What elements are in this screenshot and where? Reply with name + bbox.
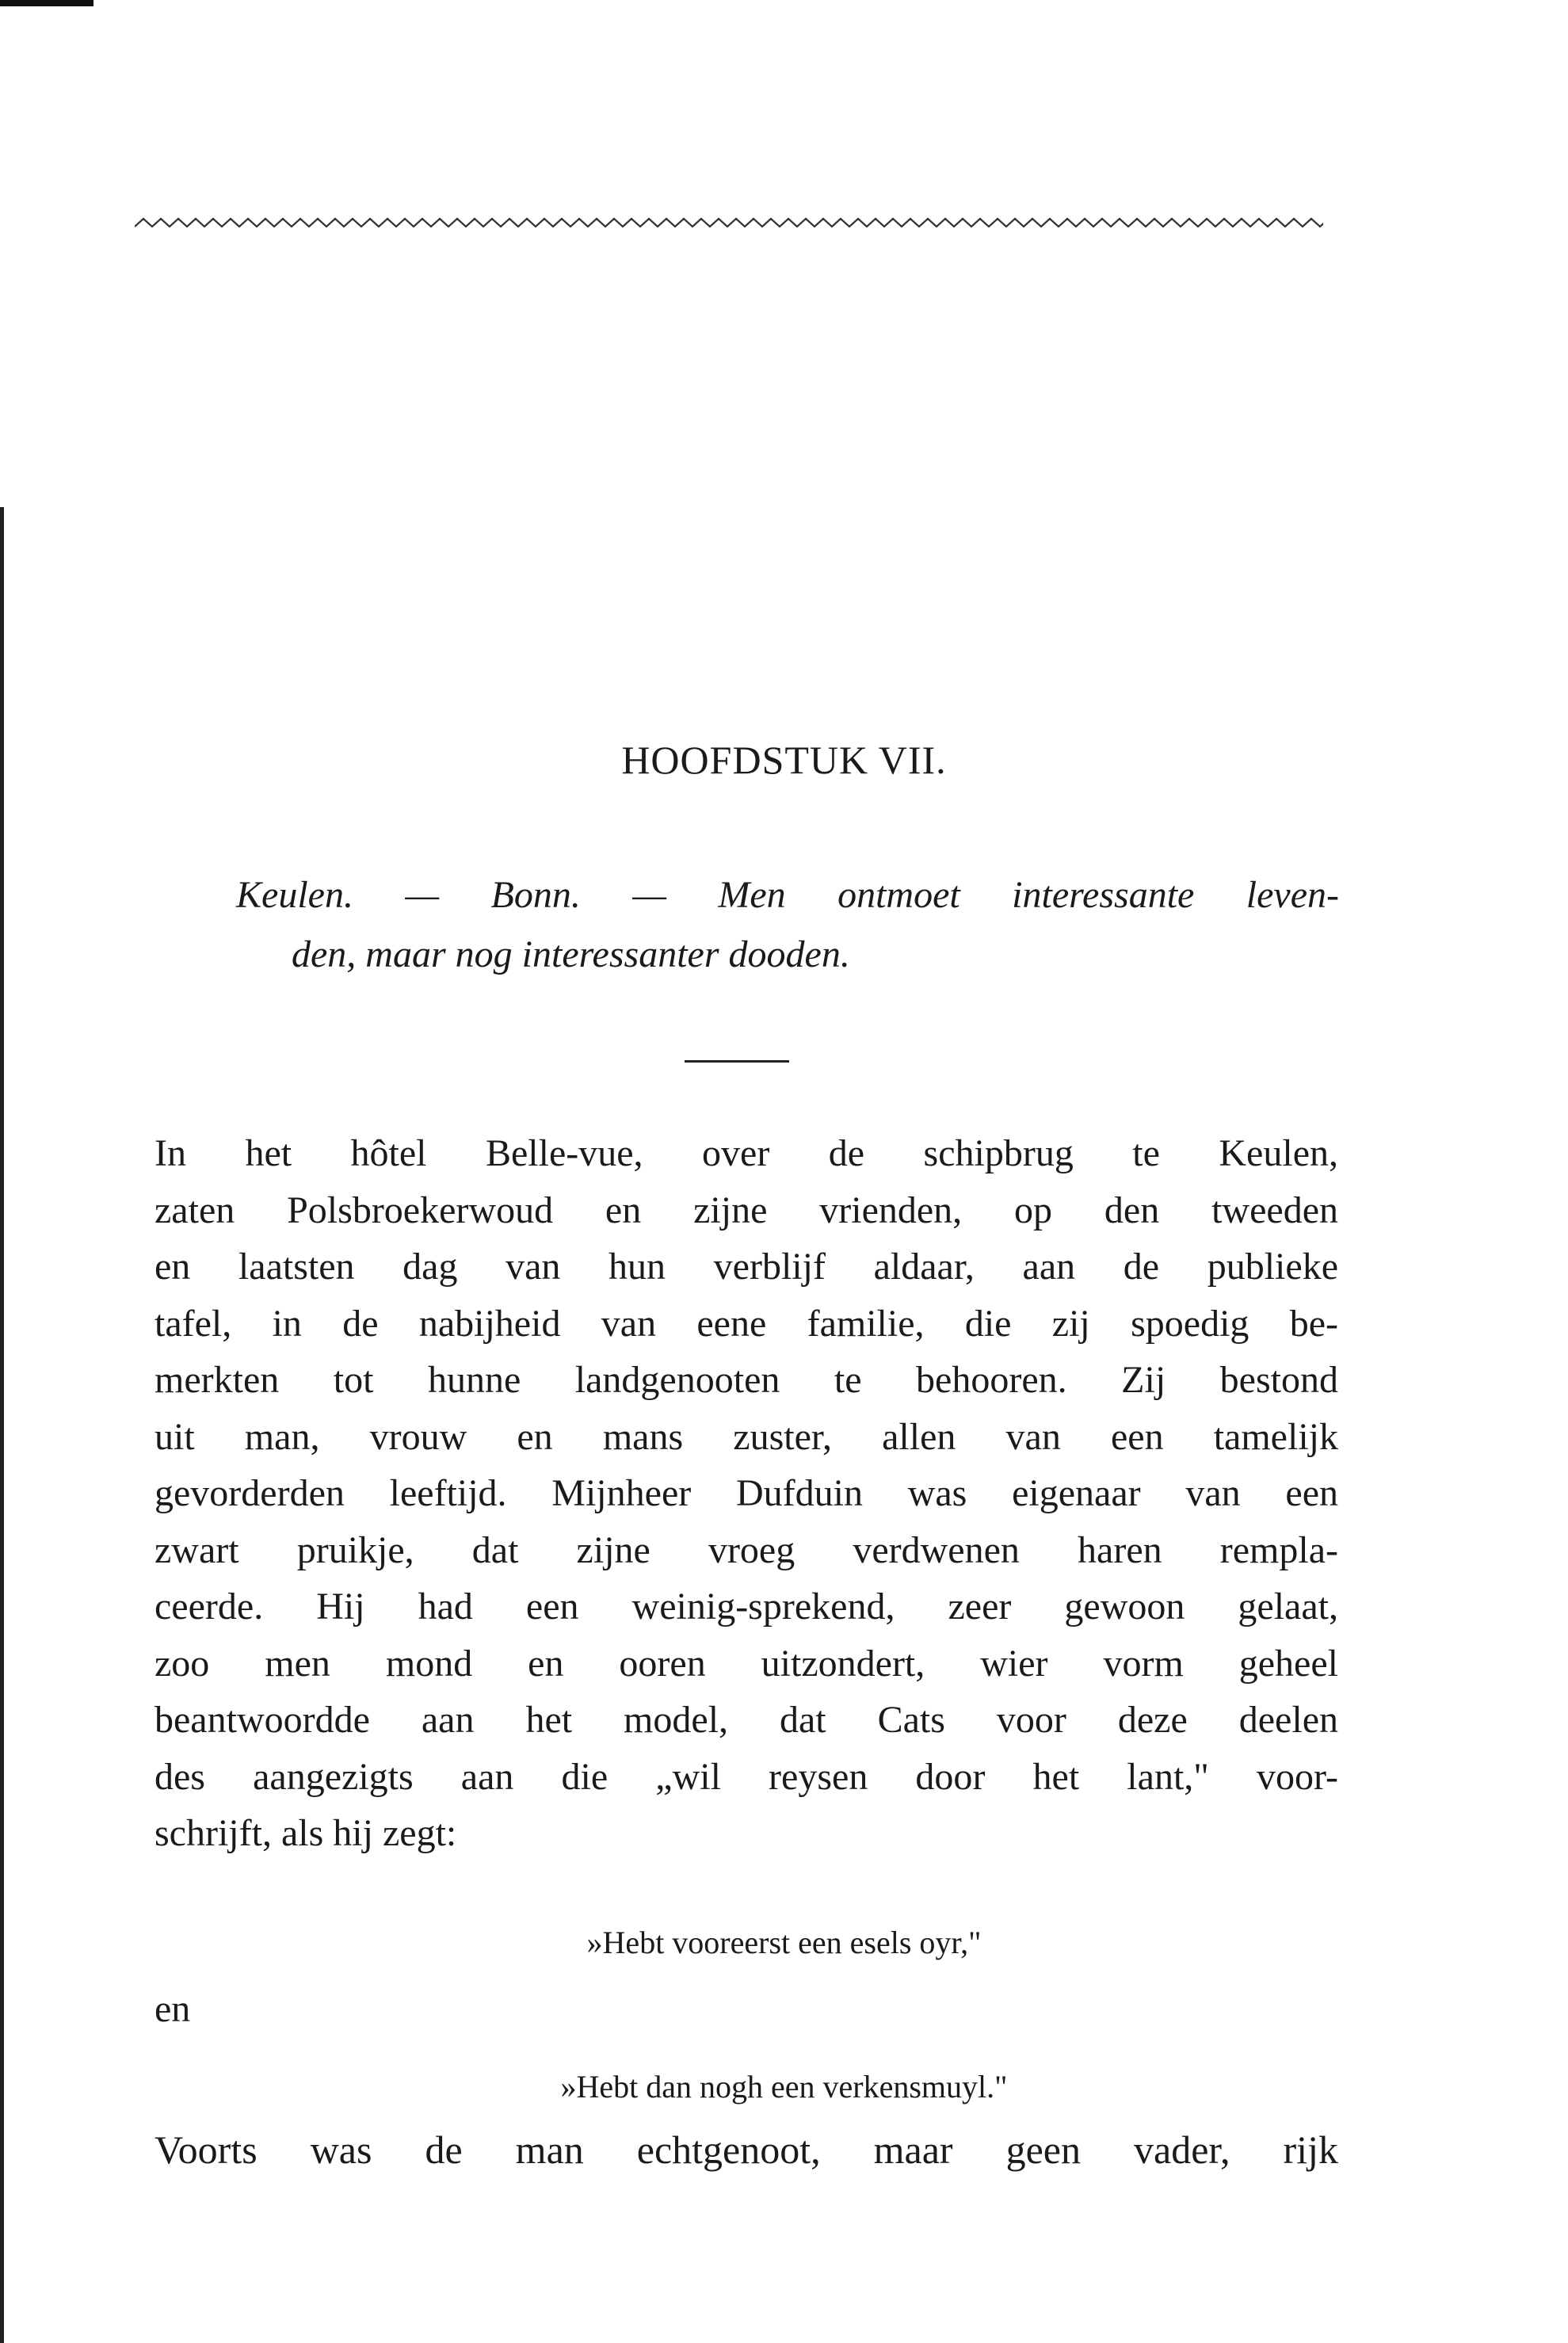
text-line: zoo men mond en ooren uitzondert, wier vorm geheel bbox=[155, 1642, 1338, 1685]
section-divider bbox=[685, 1060, 789, 1063]
text-line: en laatsten dag van hun verblijf aldaar, aan de publieke bbox=[155, 1246, 1338, 1288]
text-line: schrijft, als hij zegt: bbox=[155, 1812, 457, 1854]
subtitle-line: Keulen. — Bonn. — Men ontmoet interessante leven- bbox=[236, 874, 1339, 916]
subtitle-line: den, maar nog interessanter dooden. bbox=[292, 933, 850, 975]
chapter-subtitle bbox=[236, 865, 1345, 984]
text-line: uit man, vrouw en mans zuster, allen van een tamelijk bbox=[155, 1415, 1338, 1458]
conjunction-line: en bbox=[155, 1988, 191, 2030]
text-line: ceerde. Hij had een weinig-sprekend, zeer gewoon gelaat, bbox=[155, 1586, 1338, 1628]
text-line: zwart pruikje, dat zijne vroeg verdwenen haren rempla- bbox=[155, 1528, 1338, 1571]
chapter-title: HOOFDSTUK VII. bbox=[621, 738, 947, 782]
text-line: beantwoordde aan het model, dat Cats voor deze deelen bbox=[155, 1699, 1338, 1741]
wavy-ornament-rule bbox=[135, 212, 1323, 235]
continuation-line: Voorts was de man echtgenoot, maar geen vader, rijk bbox=[155, 2127, 1338, 2172]
text-line: des aangezigts aan die „wil reysen door het lant," voor- bbox=[155, 1755, 1338, 1798]
text-line: tafel, in de nabijheid van eene familie, die zij spoedig be- bbox=[155, 1302, 1338, 1345]
text-line: zaten Polsbroekerwoud en zijne vrienden, op den tweeden bbox=[155, 1189, 1338, 1231]
text-line: In het hôtel Belle-vue, over de schipbrug te Keulen, bbox=[155, 1132, 1338, 1174]
verse-quote: »Hebt dan nogh een verkensmuyl." bbox=[560, 2069, 1008, 2105]
scan-corner-mark bbox=[0, 0, 93, 6]
text-line: gevorderden leeftijd. Mijnheer Dufduin was eigenaar van een bbox=[155, 1472, 1338, 1514]
text-line: merkten tot hunne landgenooten te behooren. Zij bestond bbox=[155, 1359, 1338, 1401]
body-paragraph bbox=[155, 1125, 1338, 1862]
verse-quote: »Hebt vooreerst een esels oyr," bbox=[586, 1925, 982, 1960]
